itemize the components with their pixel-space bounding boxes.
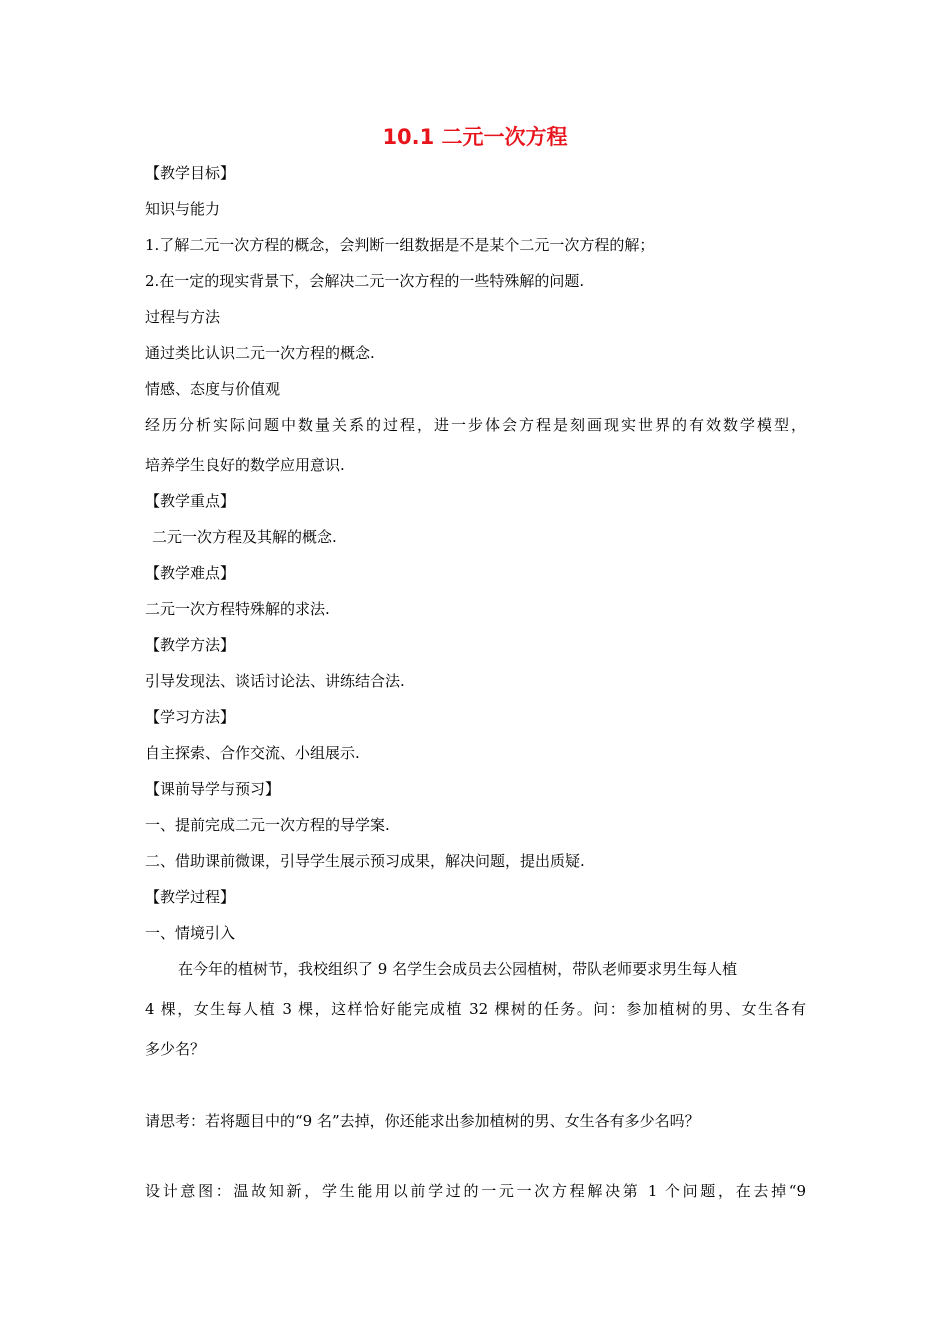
- subheading-knowledge: 知识与能力: [145, 200, 221, 218]
- step-heading-intro: 一、情境引入: [145, 924, 236, 942]
- difficulties-text: 二元一次方程特殊解的求法.: [145, 600, 330, 618]
- learning-methods-text: 自主探索、合作交流、小组展示.: [145, 744, 360, 762]
- intro-paragraph-line-3: 多少名？: [145, 1040, 206, 1058]
- design-intent-line-1: 设计意图：温故知新，学生能用以前学过的一元一次方程解决第 1 个问题，在去掉“9: [145, 1182, 806, 1200]
- intro-paragraph-line-1: 在今年的植树节，我校组织了 9 名学生会成员去公园植树，带队老师要求男生每人植: [178, 960, 738, 978]
- teaching-methods-text: 引导发现法、谈话讨论法、讲练结合法.: [145, 672, 405, 690]
- subheading-attitude: 情感、态度与价值观: [145, 380, 281, 398]
- section-heading-difficulties: 【教学难点】: [145, 564, 236, 582]
- think-question: 请思考：若将题目中的“9 名”去掉，你还能求出参加植树的男、女生各有多少名吗？: [145, 1112, 700, 1130]
- key-points-text: 二元一次方程及其解的概念.: [152, 528, 337, 546]
- section-heading-learning-methods: 【学习方法】: [145, 708, 236, 726]
- section-heading-objectives: 【教学目标】: [145, 164, 236, 182]
- document-title: 10.1 二元一次方程: [382, 125, 568, 149]
- process-text: 通过类比认识二元一次方程的概念.: [145, 344, 375, 362]
- objective-item-2: 2.在一定的现实背景下，会解决二元一次方程的一些特殊解的问题.: [145, 272, 585, 290]
- preview-item-2: 二、借助课前微课，引导学生展示预习成果，解决问题，提出质疑.: [145, 852, 585, 870]
- objective-item-1: 1.了解二元一次方程的概念，会判断一组数据是不是某个二元一次方程的解；: [145, 236, 655, 254]
- section-heading-preview: 【课前导学与预习】: [145, 780, 281, 798]
- section-heading-process-steps: 【教学过程】: [145, 888, 236, 906]
- attitude-text-line-2: 培养学生良好的数学应用意识.: [145, 456, 345, 474]
- section-heading-key-points: 【教学重点】: [145, 492, 236, 510]
- section-heading-teaching-methods: 【教学方法】: [145, 636, 236, 654]
- attitude-text-line-1: 经历分析实际问题中数量关系的过程，进一步体会方程是刻画现实世界的有效数学模型，: [145, 416, 806, 434]
- preview-item-1: 一、提前完成二元一次方程的导学案.: [145, 816, 390, 834]
- subheading-process: 过程与方法: [145, 308, 221, 326]
- intro-paragraph-line-2: 4 棵，女生每人植 3 棵，这样恰好能完成植 32 棵树的任务。问：参加植树的男、女生各有: [145, 1000, 806, 1018]
